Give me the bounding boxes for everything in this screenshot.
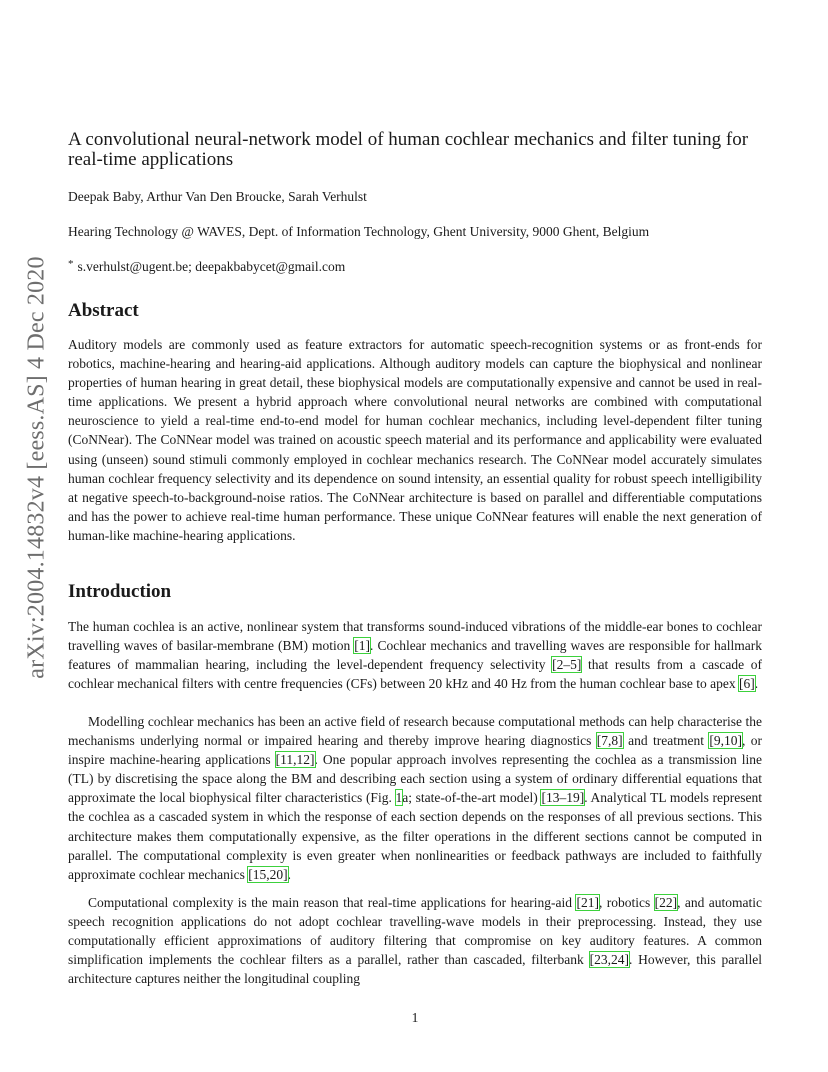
citation-link[interactable]: [23,24] — [589, 952, 629, 968]
text-segment: , robotics — [598, 895, 655, 910]
citation-link[interactable]: [1] — [354, 638, 371, 654]
arxiv-identifier — [22, 255, 52, 679]
text-segment: The human cochlea is an active, nonlinear system that transforms sound-induced vibrations of the middle-ear bones to cochlear travelling waves of basilar-membrane (BM) motion — [68, 619, 762, 654]
text-segment: . However, this parallel architecture captures neither the longitudinal coupling — [68, 952, 763, 987]
text-segment: Modelling cochlear mechanics has been an active field of research because computational methods can help characterise the mechanisms underlying normal or impaired hearing and thereby improve hearing diagnostics — [68, 714, 762, 749]
text-segment: , and automatic speech recognition applications do not adopt cochlear travelling-wave models in their preprocessing. Instead, they use computationally efficient approximations of auditory filtering that compromise on key auditory features. A common simplification implements the cochlear filters as a parallel, rather than cascaded, filterbank — [68, 895, 762, 968]
intro-paragraph-1 — [68, 617, 762, 693]
citation-link[interactable]: [2–5] — [552, 657, 582, 673]
affiliation: Hearing Technology @ WAVES, Dept. of Information Technology, Ghent University, 9000 Ghent, Belgium — [68, 224, 650, 239]
text-segment: . — [287, 866, 292, 882]
author-list: Deepak Baby, Arthur Van Den Broucke, Sarah Verhulst — [68, 189, 367, 204]
citation-link[interactable]: [7,8] — [596, 733, 623, 749]
citation-link[interactable]: [22] — [654, 895, 678, 910]
citation-link[interactable]: [13–19] — [541, 790, 585, 806]
intro-paragraph-2 — [68, 712, 762, 884]
abstract-heading: Abstract — [68, 300, 139, 321]
correspondence-email — [68, 258, 345, 275]
figure-link[interactable]: 1 — [395, 790, 403, 806]
introduction-heading: Introduction — [68, 581, 172, 602]
text-segment: and treatment — [622, 733, 710, 749]
text-segment: . — [754, 676, 759, 692]
paper-title: A convolutional neural-network model of human cochlear mechanics and filter tuning for real-time applications — [68, 129, 749, 170]
citation-link[interactable]: [11,12] — [275, 752, 315, 768]
page-number: 1 — [411, 1010, 419, 1025]
citation-link[interactable]: [21] — [576, 895, 599, 910]
email-text: s.verhulst@ugent.be; deepakbabycet@gmail.com — [77, 259, 346, 274]
text-segment: . Analytical TL models represent the cochlea as a cascaded system in which the response of each section depends on the responses of all previous sections. This architecture makes them computationally expensive, as the filter operations in the different sections cannot be computed in parallel. The computational complexity is even greater when nonlinearities or feedback pathways are included to faithfully approximate cochlear mechanics — [68, 790, 762, 882]
abstract-text: Auditory models are commonly used as feature extractors for automatic speech-recognition systems or as front-ends for robotics, machine-hearing and hearing-aid applications. Although auditory models can capture the biophysical and nonlinear properties of human hearing in great detail, these biophysical models are computationally expensive and cannot be used in real-time applications. We present a hybrid approach where convolutional neural networks are combined with computational neuroscience to yield a real-time end-to-end model for human cochlear mechanics, including level-dependent filter tuning (CoNNear). The CoNNear model was trained on acoustic speech material and its performance and applicability were evaluated using (unseen) sound stimuli commonly employed in cochlear mechanics research. The CoNNear model accurately simulates human cochlear frequency selectivity and its dependence on sound intensity, an essential quality for robust speech intelligibility at negative speech-to-background-noise ratios. The CoNNear architecture is based on parallel and differentiable computations and has the power to achieve real-time human performance. These unique CoNNear features will enable the next generation of human-like machine-hearing applications. — [68, 337, 762, 543]
citation-link[interactable]: [6] — [738, 676, 755, 692]
text-segment: , or inspire machine-hearing applications — [68, 733, 763, 768]
text-segment: that results from a cascade of cochlear mechanical filters with centre frequencies (CFs) between 20 kHz and 40 Hz from the human cochlear base to apex — [68, 657, 762, 692]
email-footnote-mark: * — [68, 258, 74, 270]
citation-link[interactable]: [15,20] — [248, 866, 288, 882]
arxiv-identifier-text: arXiv:2004.14832v4 [eess.AS] 4 Dec 2020 — [23, 255, 50, 679]
text-segment: . Cochlear mechanics and travelling waves are responsible for hallmark features of mammalian hearing, including the level-dependent frequency selectivity — [68, 638, 762, 673]
text-segment: Computational complexity is the main reason that real-time applications for hearing-aid — [88, 895, 577, 910]
citation-link[interactable]: [9,10] — [709, 733, 742, 749]
text-segment: a; state-of-the-art model) — [402, 790, 542, 806]
text-segment: . One popular approach involves representing the cochlea as a transmission line (TL) by discretising the space along the BM and describing each section using a system of ordinary differential equations that approximate the local biophysical filter characteristics (Fig. — [68, 752, 762, 806]
intro-paragraph-3 — [68, 893, 762, 988]
